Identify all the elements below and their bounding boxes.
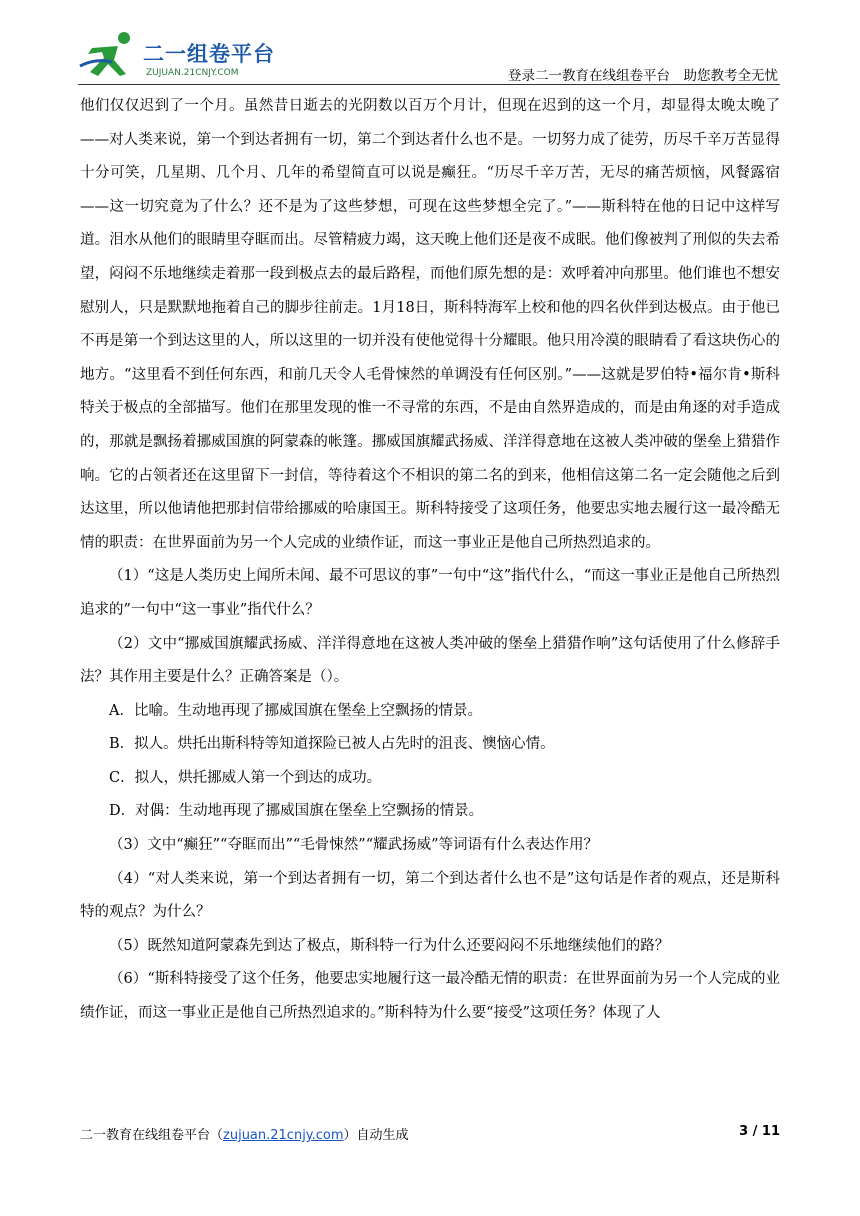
question-2: （2）文中“挪威国旗耀武扬威、洋洋得意地在这被人类冲破的堡垒上猎猎作响”这句话使用了什么修辞手法？其作用主要是什么？正确答案是（）。 xyxy=(80,635,780,686)
question-6: （6）“斯科特接受了这个任务，他要忠实地履行这一最冷酷无情的职责：在世界面前为另一个人完成的业绩作证，而这一事业正是他自己所热烈追求的。”斯科特为什么要“接受”这项任务？体现了人 xyxy=(80,971,780,1022)
question-5: （5）既然知道阿蒙森先到达了极点，斯科特一行为什么还要闷闷不乐地继续他们的路？ xyxy=(109,937,670,954)
footer-source xyxy=(80,1124,409,1143)
option-b: B．拟人。烘托出斯科特等知道探险已被人占先时的沮丧、懊恼心情。 xyxy=(109,736,555,753)
header-slogan: 登录二一教育在线组卷平台 助您教考全无忧 xyxy=(508,68,778,84)
passage-paragraph: 他们仅仅迟到了一个月。虽然昔日逝去的光阴数以百万个月计，但现在迟到的这一个月，却显得太晚太晚了——对人类来说，第一个到达者拥有一切，第二个到达者什么也不是。一切努力成了徒劳，历尽千辛万苦显得十分可笑，几星期、几个月、几年的希望简直可以说是癫狂。“历尽千辛万苦，无尽的痛苦烦恼，风餐露宿——这一切究竟为了什么？还不是为了这些梦想，可现在这些梦想全完了。”——斯科特在他的日记中这样写道。泪水从他们的眼睛里夺眶而出。尽管精疲力竭，这天晚上他们还是夜不成眠。他们像被判了刑似的失去希望，闷闷不乐地继续走着那一段到极点去的最后路程，而他们原先想的是：欢呼着冲向那里。他们谁也不想安慰别人，只是默默地拖着自己的脚步往前走。1月18日，斯科特海军上校和他的四名伙伴到达极点。由于他已不再是第一个到达这里的人，所以这里的一切并没有使他觉得十分耀眼。他只用冷漠的眼睛看了看这块伤心的地方。“这里看不到任何东西，和前几天令人毛骨悚然的单调没有任何区别。”——这就是罗伯特•福尔肯•斯科特关于极点的全部描写。他们在那里发现的惟一不寻常的东西，不是由自然界造成的，而是由角逐的对手造成的，那就是飘扬着挪威国旗的阿蒙森的帐篷。挪威国旗耀武扬威、洋洋得意地在这被人类冲破的堡垒上猎猎作响。它的占领者还在这里留下一封信，等待着这个不相识的第二名的到来，他相信这第二名一定会随他之后到达这里，所以他请他把那封信带给挪威的哈康国王。斯科特接受了这项任务，他要忠实地去履行这一最冷酷无情的职责：在世界面前为另一个人完成的业绩作证，而这一事业正是他自己所热烈追求的。 xyxy=(80,98,780,551)
logo-title: 二一组卷平台 xyxy=(143,42,275,66)
header-divider xyxy=(78,84,780,85)
page-header xyxy=(0,0,860,90)
option-c: C．拟人，烘托挪威人第一个到达的成功。 xyxy=(109,769,382,786)
document-body xyxy=(80,90,780,1031)
runner-logo-icon xyxy=(78,30,140,82)
logo-subtitle: ZUJUAN.21CNJY.COM xyxy=(146,68,239,78)
footer-site-link[interactable]: zujuan.21cnjy.com xyxy=(223,1128,344,1143)
footer-suffix: ）自动生成 xyxy=(343,1128,409,1143)
question-3: （3）文中“癫狂”“夺眶而出”“毛骨悚然”“耀武扬威”等词语有什么表达作用？ xyxy=(109,837,599,854)
page-number: 3 / 11 xyxy=(739,1124,780,1139)
question-1: （1）“这是人类历史上闻所未闻、最不可思议的事”一句中“这”指代什么，“而这一事业正是他自己所热烈追求的”一句中“这一事业”指代什么？ xyxy=(80,568,780,618)
question-4: （4）“对人类来说，第一个到达者拥有一切，第二个到达者什么也不是”这句话是作者的观点，还是斯科特的观点？为什么？ xyxy=(80,870,780,921)
platform-logo[interactable] xyxy=(78,30,298,82)
option-d: D．对偶：生动地再现了挪威国旗在堡垒上空飘扬的情景。 xyxy=(109,803,484,820)
option-a: A．比喻。生动地再现了挪威国旗在堡垒上空飘扬的情景。 xyxy=(109,702,482,719)
footer-prefix: 二一教育在线组卷平台（ xyxy=(80,1128,224,1143)
